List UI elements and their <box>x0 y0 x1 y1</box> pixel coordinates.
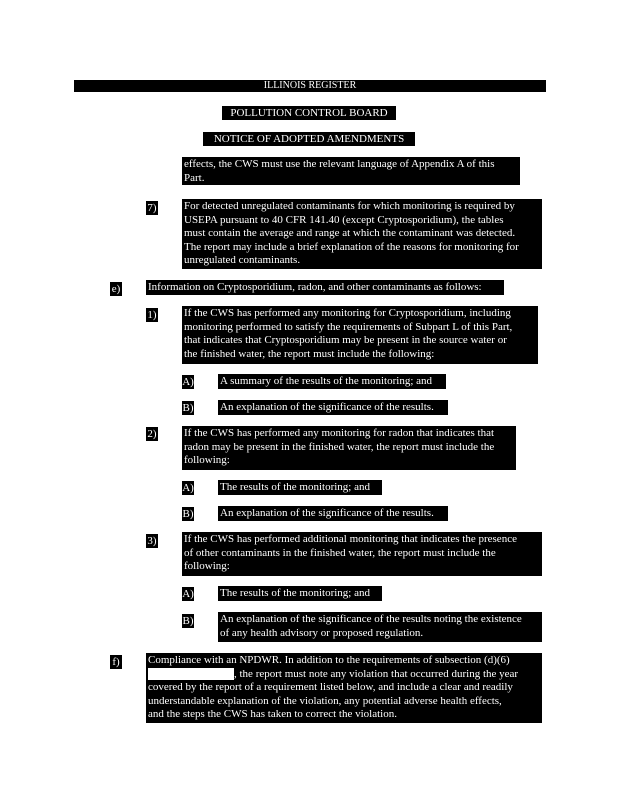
item-e3a-text: The results of the monitoring; and <box>218 586 382 601</box>
board-title: POLLUTION CONTROL BOARD <box>222 106 396 120</box>
redaction-box <box>148 668 234 680</box>
text-fragment: , the report must note any violation that occurred during the year <box>234 667 519 680</box>
section-f-label: f) <box>110 655 122 669</box>
section-e-label: e) <box>111 283 121 295</box>
text-line: that indicates that Cryptosporidium may be present in the source water or <box>184 334 507 347</box>
text-line: effects, the CWS must use the relevant language of Appendix A of this <box>184 158 495 170</box>
intro-paragraph <box>182 157 520 185</box>
item-e3-paragraph <box>182 532 542 576</box>
item-7-paragraph <box>182 199 542 269</box>
text-line: following: <box>184 560 230 573</box>
item-e1a-label: A) <box>182 376 194 388</box>
text-line: The report may include a brief explanation of the reasons for monitoring for <box>184 240 519 253</box>
text-line: the finished water, the report must include the following: <box>184 347 435 360</box>
item-e1a-text: A summary of the results of the monitoring; and <box>218 374 446 389</box>
text-line: radon may be present in the finished water, the report must include the <box>184 440 495 453</box>
register-title: ILLINOIS REGISTER <box>74 80 546 91</box>
item-e1b-label: B) <box>182 402 194 414</box>
item-e2-paragraph <box>182 426 516 470</box>
item-e1b-text: An explanation of the significance of the results. <box>218 400 448 415</box>
item-e3b-paragraph <box>218 612 542 642</box>
item-e3b-label: B) <box>182 615 194 627</box>
item-e2a-label: A) <box>182 482 194 494</box>
text-line: and the steps the CWS has taken to correct the violation. <box>148 708 397 721</box>
text-line: covered by the report of a requirement listed below, and include a clear and readily <box>148 681 513 694</box>
text-line: of other contaminants in the finished water, the report must include the <box>184 546 496 559</box>
item-e3-label: 3) <box>147 535 157 547</box>
section-e-heading: Information on Cryptosporidium, radon, and other contaminants as follows: <box>146 280 504 295</box>
section-f-paragraph <box>146 653 542 723</box>
text-line: If the CWS has performed additional monitoring that indicates the presence <box>184 533 517 545</box>
item-e2b-label: B) <box>182 508 194 520</box>
text-line: understandable explanation of the violation, any potential adverse health effects, <box>148 694 502 707</box>
text-line: Compliance with an NPDWR. In addition to the requirements of subsection (d)(6) <box>148 654 510 666</box>
text-line: unregulated contaminants. <box>184 254 301 267</box>
item-e2b-text: An explanation of the significance of the results. <box>218 506 448 521</box>
text-line: Part. <box>184 171 205 184</box>
text-line: following: <box>184 454 230 467</box>
text-line: monitoring performed to satisfy the requirements of Subpart L of this Part, <box>184 320 513 333</box>
text-line: For detected unregulated contaminants for which monitoring is required by <box>184 200 515 212</box>
text-line: must contain the average and range at which the contaminant was detected. <box>184 227 516 240</box>
item-e3a-label: A) <box>182 588 194 600</box>
text-line: If the CWS has performed any monitoring for Cryptosporidium, including <box>184 307 511 319</box>
text-line: of any health advisory or proposed regulation. <box>220 626 424 639</box>
item-7-label: 7) <box>147 202 157 214</box>
text-line: USEPA pursuant to 40 CFR 141.40 (except Cryptosporidium), the tables <box>184 213 504 226</box>
item-e2-label: 2) <box>147 428 157 440</box>
text-line <box>148 668 540 682</box>
text-line: An explanation of the significance of the results noting the existence <box>220 613 522 625</box>
item-e1-paragraph <box>182 306 538 364</box>
notice-title: NOTICE OF ADOPTED AMENDMENTS <box>203 132 415 146</box>
item-e1-label: 1) <box>147 309 157 321</box>
item-e2a-text: The results of the monitoring; and <box>218 480 382 495</box>
text-line: If the CWS has performed any monitoring for radon that indicates that <box>184 427 495 439</box>
